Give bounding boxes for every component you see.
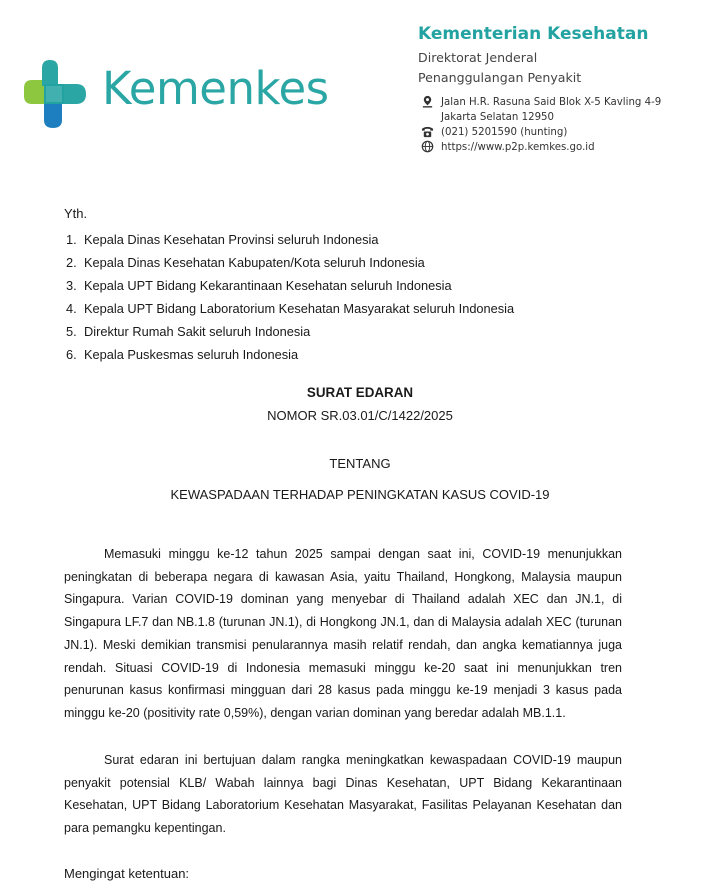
- website-row: [421, 140, 717, 155]
- salutation: Yth.: [64, 206, 88, 221]
- phone-number: (021) 5201590 (hunting): [441, 127, 568, 138]
- list-item: 5. Direktur Rumah Sakit seluruh Indonesia: [66, 324, 311, 339]
- organization-header: [418, 24, 714, 88]
- about-label: TENTANG: [329, 456, 391, 471]
- telephone-icon: [421, 125, 435, 139]
- globe-icon: [421, 140, 435, 154]
- address-line-2: Jakarta Selatan 12950: [441, 112, 555, 123]
- list-item: 4. Kepala UPT Bidang Laboratorium Kesehatan Masyarakat seluruh Indonesia: [66, 301, 515, 316]
- list-item: 2. Kepala Dinas Kesehatan Kabupaten/Kota seluruh Indonesia: [66, 255, 425, 270]
- address-line-1: Jalan H.R. Rasuna Said Blok X-5 Kavling 4-9: [441, 97, 662, 108]
- ministry-name: Kementerian Kesehatan: [418, 24, 649, 44]
- list-item: 1. Kepala Dinas Kesehatan Provinsi seluruh Indonesia: [66, 232, 379, 247]
- circular-title: SURAT EDARAN: [306, 385, 414, 400]
- brand-wordmark: Kemenkes: [102, 62, 329, 115]
- kemenkes-logo: [20, 56, 329, 136]
- contact-block: [421, 95, 717, 155]
- location-pin-icon: [421, 95, 435, 109]
- directorate-line-1: Direktorat Jenderal: [418, 50, 538, 65]
- list-item: 6. Kepala Puskesmas seluruh Indonesia: [66, 347, 299, 362]
- directorate-line-2: Penanggulangan Penyakit: [418, 70, 582, 85]
- circular-subject: KEWASPADAAN TERHADAP PENINGKATAN KASUS COVID-19: [170, 487, 550, 502]
- circular-number: NOMOR SR.03.01/C/1422/2025: [267, 408, 453, 423]
- kemenkes-logo-mark-icon: [20, 58, 92, 130]
- list-item: 3. Kepala UPT Bidang Kekarantinaan Kesehatan seluruh Indonesia: [66, 278, 452, 293]
- considering-heading: Mengingat ketentuan:: [64, 866, 190, 881]
- body-paragraph-1: Memasuki minggu ke-12 tahun 2025 sampai dengan saat ini, COVID-19 menunjukkan peningkatan di beberapa negara di kawasan Asia, yaitu Thailand, Hongkong, Malaysia maupun Singapura. Varian COVID-19 dominan yang menyebar di Thailand adalah XEC dan JN.1, di Singapura LF.7 dan NB.1.8 (turunan JN.1), di Hongkong JN.1, dan di Malaysia adalah XEC (turunan JN.1). Meski demikian transmisi penularannya masih relatif rendah, dan angka kematiannya juga rendah. Situasi COVID-19 di Indonesia memasuki minggu ke-20 saat ini menunjukkan tren penurunan kasus konfirmasi mingguan dari 28 kasus pada minggu ke-19 menjadi 3 kasus pada minggu ke-20 (positivity rate 0,59%), dengan varian dominan yang beredar adalah MB.1.1.: [64, 547, 622, 720]
- website-link[interactable]: https://www.p2p.kemkes.go.id: [441, 142, 595, 153]
- recipient-list: [66, 230, 514, 368]
- body-paragraph-2: Surat edaran ini bertujuan dalam rangka meningkatkan kewaspadaan COVID-19 maupun penyakit potensial KLB/ Wabah lainnya bagi Dinas Kesehatan, UPT Bidang Kekarantinaan Kesehatan, UPT Bidang Laboratorium Kesehatan Masyarakat, Fasilitas Pelayanan Kesehatan dan para pemangku kepentingan.: [64, 753, 622, 836]
- address-row: [421, 95, 717, 125]
- phone-row: [421, 125, 717, 140]
